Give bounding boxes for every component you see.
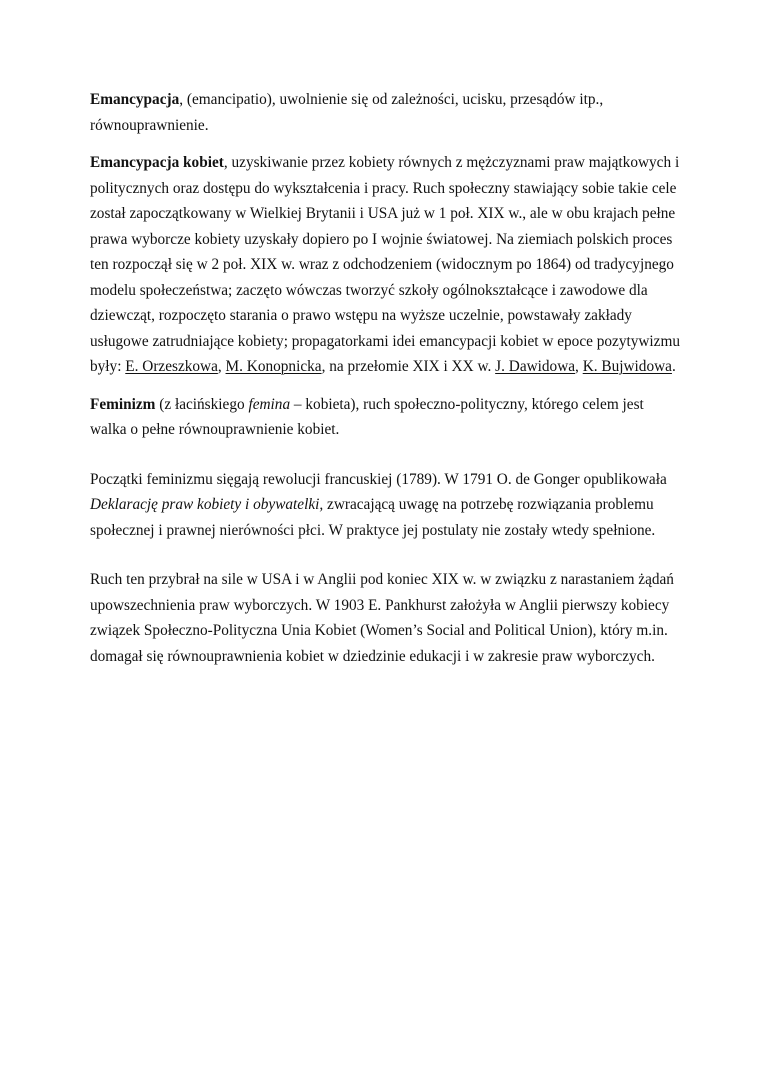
link-orzeszkowa[interactable]: E. Orzeszkowa [125,358,218,375]
paragraph-feminizm [90,392,680,443]
link-dawidowa[interactable]: J. Dawidowa [495,358,576,375]
definition-emancypacja-kobiet: , uzyskiwanie przez kobiety równych z mężczyznami praw majątkowych i politycznych oraz dostępu do wykształcenia i pracy. Ruch społeczny stawiający sobie takie cele został zapoczątkowany w Wielkiej Brytanii i USA już w 1 poł. XIX w., ale w obu krajach pełne prawa wyborcze kobiety uzyskały dopiero po I wojnie światowej. Na ziemiach polskich proces ten rozpoczął się w 2 poł. XIX w. wraz z odchodzeniem (widocznym po 1864) od tradycyjnego modelu społeczeństwa; zaczęto wówczas tworzyć szkoły ogólnokształcące i zawodowe dla dziewcząt, rozpoczęto starania o prawo wstępu na wyższe uczelnie, powstawały zakłady usługowe zatrudniające kobiety; propagatorkami idei emancypacji kobiet w epoce pozytywizmu były: [90,154,680,375]
sentence-end: . [671,358,676,375]
history-text-end: zwracającą uwagę na potrzebę rozwiązania problemu społecznej i prawnej nierówności płci. W praktyce jej postulaty nie zostały wtedy spełnione. [90,496,656,539]
definition-feminizm-start: (z łacińskiego [155,395,249,413]
paragraph-poczatki-feminizmu [90,467,680,544]
link-konopnicka[interactable]: M. Konopnicka [225,358,322,375]
separator-text: , [217,358,226,375]
declaration-title: Deklarację praw kobiety i obywatelki, [90,496,324,513]
definition-feminizm-end: – kobieta), ruch społeczno-polityczny, którego celem jest walka o pełne równouprawnienie kobiet. [90,395,644,438]
paragraph-ruch-wyborczy [90,567,680,669]
term-feminizm: Feminizm [90,395,156,413]
link-bujwidowa[interactable]: K. Bujwidowa [582,358,672,375]
term-emancypacja: Emancypacja [90,91,180,108]
latin-word: femina [248,395,291,413]
definition-emancypacja: , (emancipatio), uwolnienie się od zależności, ucisku, przesądów itp., równouprawnienie. [90,91,604,134]
paragraph-emancypacja [90,87,680,138]
paragraph-emancypacja-kobiet [90,150,680,380]
history-text-start: Początki feminizmu sięgają rewolucji francuskiej (1789). W 1791 O. de Gonger opublikowała [90,470,667,488]
term-emancypacja-kobiet: Emancypacja kobiet [90,154,224,171]
document-page [90,87,680,669]
suffrage-text: Ruch ten przybrał na sile w USA i w Anglii pod koniec XIX w. w związku z narastaniem żądań upowszechnienia praw wyborczych. W 1903 E. Pankhurst założyła w Anglii pierwszy kobiecy związek Społeczno-Polityczna Unia Kobiet (Women’s Social and Political Union), który m.in. domagał się równouprawnienia kobiet w dziedzinie edukacji i w zakresie praw wyborczych. [90,571,674,665]
definition-continuation: , na przełomie XIX i XX w. [321,358,496,375]
separator-text: , [575,358,583,375]
